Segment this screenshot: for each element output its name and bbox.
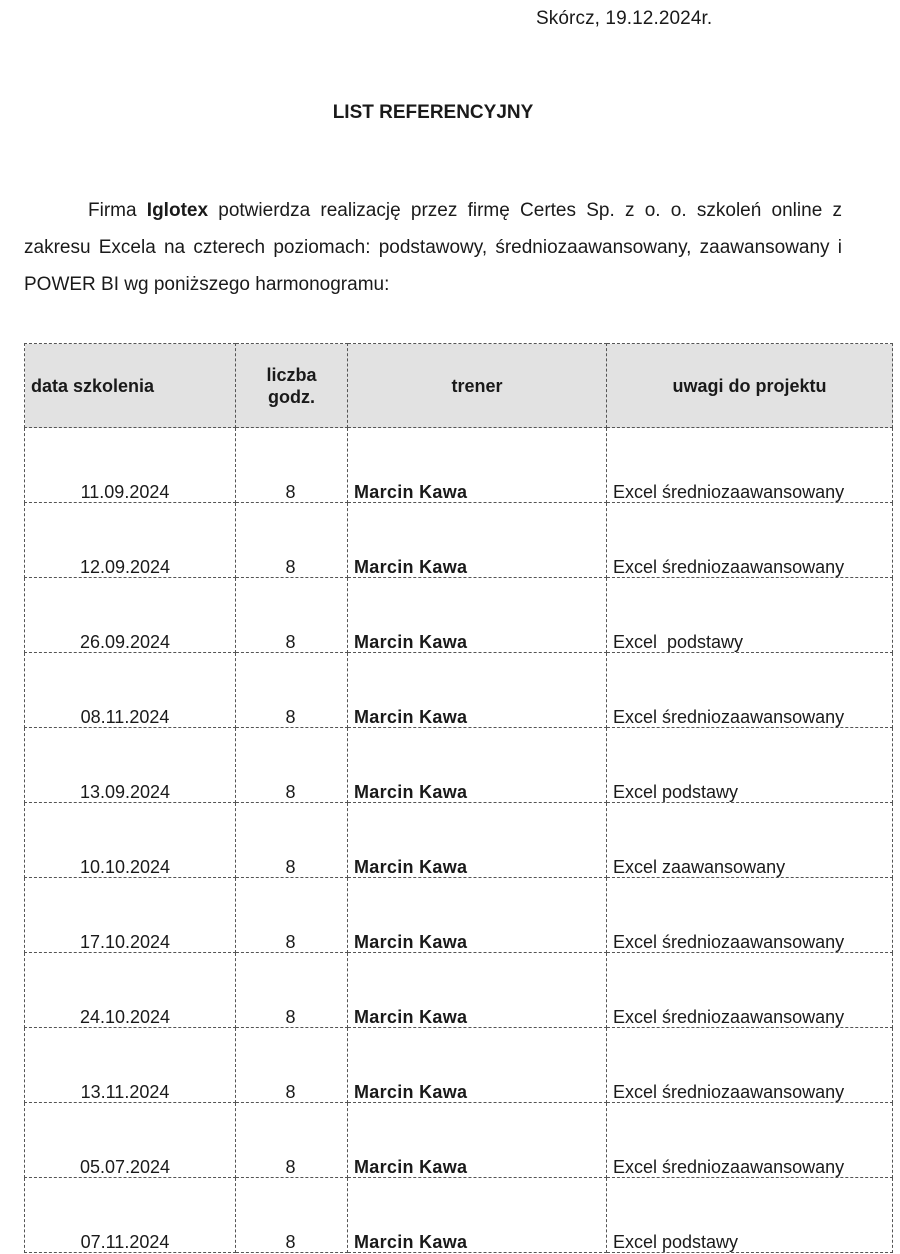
cell-hours: 8	[236, 1178, 348, 1253]
cell-date: 11.09.2024	[25, 428, 236, 503]
header-hours	[236, 344, 348, 428]
cell-date: 13.09.2024	[25, 728, 236, 803]
cell-trainer: Marcin Kawa	[348, 503, 607, 578]
table-row	[25, 428, 893, 503]
cell-hours: 8	[236, 1028, 348, 1103]
company-name: Iglotex	[146, 200, 209, 221]
cell-notes: Excel zaawansowany	[607, 803, 893, 878]
cell-notes: Excel średniozaawansowany	[607, 653, 893, 728]
header-date: data szkolenia	[25, 344, 236, 428]
cell-notes: Excel średniozaawansowany	[607, 503, 893, 578]
cell-notes: Excel średniozaawansowany	[607, 878, 893, 953]
table-header-row	[25, 344, 893, 428]
table-row	[25, 1178, 893, 1253]
cell-notes: Excel podstawy	[607, 578, 893, 653]
cell-trainer: Marcin Kawa	[348, 1178, 607, 1253]
cell-date: 26.09.2024	[25, 578, 236, 653]
cell-notes: Excel średniozaawansowany	[607, 428, 893, 503]
cell-date: 08.11.2024	[25, 653, 236, 728]
table-row	[25, 578, 893, 653]
cell-hours: 8	[236, 728, 348, 803]
intro-text-rest: potwierdza realizację przez firmę Certes Sp. z o. o. szkoleń online z zakresu Excela na czterech poziomach: podstawowy, średniozaawansowany, zaawansowany i POWER BI wg poniższego harmonogramu:	[24, 200, 842, 295]
cell-hours: 8	[236, 503, 348, 578]
document-title: LIST REFERENCYJNY	[332, 102, 534, 123]
cell-trainer: Marcin Kawa	[348, 428, 607, 503]
cell-trainer: Marcin Kawa	[348, 728, 607, 803]
cell-date: 13.11.2024	[25, 1028, 236, 1103]
cell-date: 07.11.2024	[25, 1178, 236, 1253]
intro-text-start: Firma	[88, 200, 147, 221]
cell-date: 05.07.2024	[25, 1103, 236, 1178]
cell-hours: 8	[236, 1103, 348, 1178]
header-hours-line2: godz.	[268, 386, 315, 407]
cell-trainer: Marcin Kawa	[348, 803, 607, 878]
cell-date: 17.10.2024	[25, 878, 236, 953]
cell-hours: 8	[236, 878, 348, 953]
cell-hours: 8	[236, 803, 348, 878]
cell-trainer: Marcin Kawa	[348, 653, 607, 728]
header-hours-line1: liczba	[266, 364, 317, 385]
table-row	[25, 1028, 893, 1103]
training-schedule-table	[24, 343, 893, 1253]
cell-notes: Excel podstawy	[607, 728, 893, 803]
cell-notes: Excel podstawy	[607, 1178, 893, 1253]
cell-hours: 8	[236, 428, 348, 503]
table-row	[25, 1103, 893, 1178]
cell-date: 10.10.2024	[25, 803, 236, 878]
cell-trainer: Marcin Kawa	[348, 1103, 607, 1178]
place-and-date: Skórcz, 19.12.2024r.	[536, 8, 713, 29]
table-row	[25, 953, 893, 1028]
cell-date: 12.09.2024	[25, 503, 236, 578]
cell-hours: 8	[236, 653, 348, 728]
cell-trainer: Marcin Kawa	[348, 878, 607, 953]
table-row	[25, 503, 893, 578]
cell-date: 24.10.2024	[25, 953, 236, 1028]
table-row	[25, 728, 893, 803]
header-notes: uwagi do projektu	[607, 344, 893, 428]
cell-notes: Excel średniozaawansowany	[607, 1028, 893, 1103]
cell-notes: Excel średniozaawansowany	[607, 1103, 893, 1178]
cell-hours: 8	[236, 953, 348, 1028]
intro-paragraph	[24, 192, 842, 303]
table-row	[25, 878, 893, 953]
cell-notes: Excel średniozaawansowany	[607, 953, 893, 1028]
header-trainer: trener	[348, 344, 607, 428]
cell-hours: 8	[236, 578, 348, 653]
cell-trainer: Marcin Kawa	[348, 578, 607, 653]
cell-trainer: Marcin Kawa	[348, 953, 607, 1028]
cell-trainer: Marcin Kawa	[348, 1028, 607, 1103]
table-row	[25, 653, 893, 728]
table-row	[25, 803, 893, 878]
